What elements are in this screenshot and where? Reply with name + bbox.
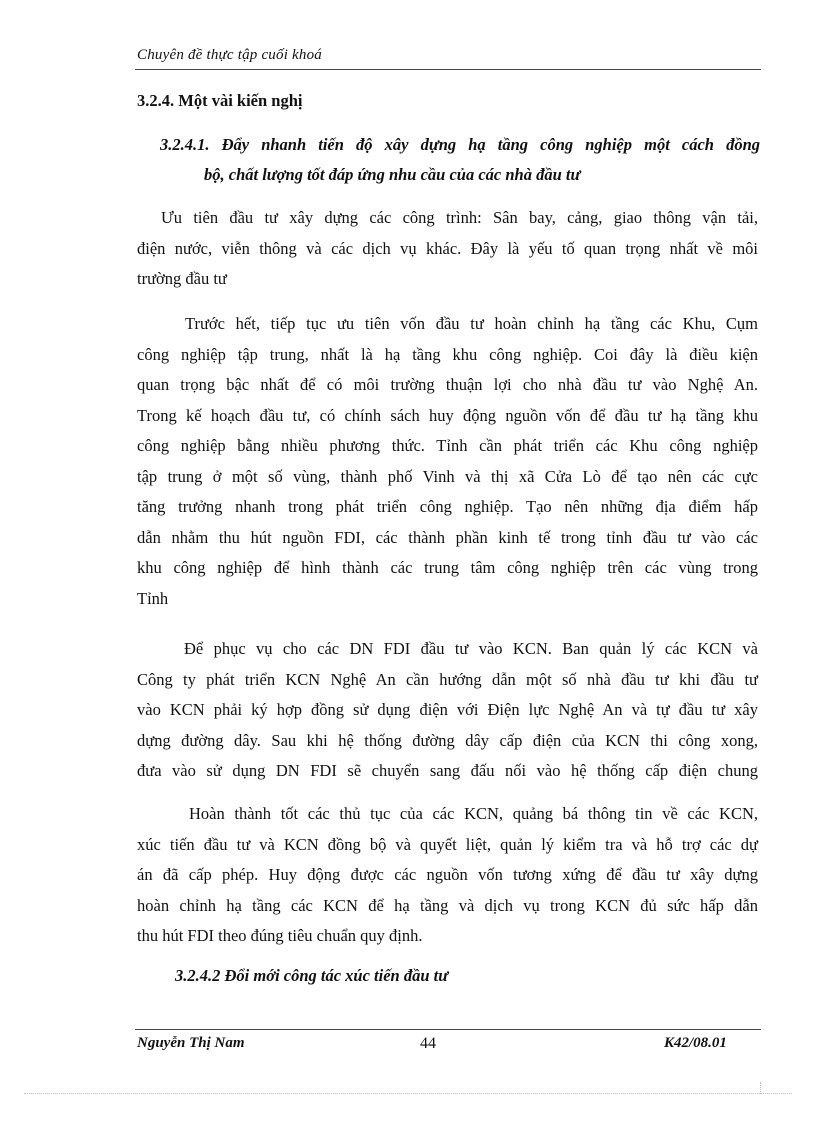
paragraph-line: đưa vào sử dụng DN FDI sẽ chuyển sang đấu nối vào hệ thống cấp điện chung	[137, 761, 758, 780]
paragraph-line: điện nước, viễn thông và các dịch vụ khác. Đây là yếu tố quan trọng nhất về môi	[137, 238, 758, 258]
paragraph-line: án đã cấp phép. Huy động được các nguồn vốn tương xứng để đầu tư xây dựng	[137, 865, 758, 884]
paragraph-line: Hoàn thành tốt các thủ tục của các KCN, quảng bá thông tin về các KCN,	[189, 804, 758, 823]
paragraph-line: xúc tiến đầu tư và KCN đồng bộ và quyết liệt, quản lý kiểm tra và hỗ trợ các dự	[137, 834, 758, 854]
paragraph-line: Để phục vụ cho các DN FDI đầu tư vào KCN. Ban quản lý các KCN và	[184, 639, 758, 658]
paragraph-line: thu hút FDI theo đúng tiêu chuẩn quy định.	[137, 926, 423, 945]
footer-class-code: K42/08.01	[664, 1035, 727, 1051]
paragraph-4	[137, 799, 758, 952]
subsection-heading	[160, 130, 760, 190]
subsection-heading-line-2: bộ, chất lượng tốt đáp ứng nhu cầu của các nhà đầu tư	[204, 165, 581, 184]
paragraph-line: khu công nghiệp để hình thành các trung tâm công nghiệp trên các vùng trong	[137, 558, 758, 577]
paragraph-line: công nghiệp bằng nhiều phương thức. Tỉnh cần phát triển các Khu công nghiệp	[137, 436, 758, 455]
subsection-heading-line-1: 3.2.4.1. Đẩy nhanh tiến độ xây dựng hạ tầng công nghiệp một cách đồng	[160, 135, 760, 154]
paragraph-line: dẫn nhằm thu hút nguồn FDI, các thành phần kinh tế trong tỉnh đầu tư vào các	[137, 527, 758, 547]
paragraph-2	[137, 309, 758, 614]
section-heading: 3.2.4. Một vài kiến nghị	[137, 91, 303, 110]
paragraph-line: quan trọng bậc nhất để có môi trường thuận lợi cho nhà đầu tư vào Nghệ An.	[137, 375, 758, 394]
paragraph-line: tập trung ở một số vùng, thành phố Vinh và thị xã Cửa Lò để tạo nên các cực	[137, 466, 758, 486]
paragraph-line: tăng trưởng nhanh trong phát triển công nghiệp. Tạo nên những địa điểm hấp	[137, 497, 758, 516]
paragraph-line: Trước hết, tiếp tục ưu tiên vốn đầu tư hoàn chỉnh hạ tầng các Khu, Cụm	[185, 314, 758, 333]
paragraph-line: vào KCN phải ký hợp đồng sử dụng điện với Điện lực Nghệ An và tự đầu tư xây	[137, 700, 758, 719]
running-header-title: Chuyên đề thực tập cuối khoá	[137, 47, 322, 63]
paragraph-1	[137, 203, 758, 295]
footer-author: Nguyễn Thị Nam	[137, 1035, 245, 1051]
paragraph-line: Trong kế hoạch đầu tư, có chính sách huy động nguồn vốn để đầu tư hạ tầng khu	[137, 405, 758, 425]
footer-divider	[135, 1029, 761, 1030]
paragraph-line: Ưu tiên đầu tư xây dựng các công trình: Sân bay, cảng, giao thông vận tải,	[161, 208, 758, 227]
paragraph-line: công nghiệp tập trung, nhất là hạ tầng khu công nghiệp. Coi đây là điều kiện	[137, 344, 758, 364]
paragraph-line: Công ty phát triển KCN Nghệ An cần hướng dẫn một số nhà đầu tư khi đầu tư	[137, 669, 758, 689]
subsection-heading-2: 3.2.4.2 Đổi mới công tác xúc tiến đầu tư	[175, 966, 449, 985]
page-corner-mark	[760, 1082, 791, 1094]
paragraph-3	[137, 634, 758, 787]
paragraph-line: hoàn chỉnh hạ tầng các KCN để hạ tầng và dịch vụ trong KCN đủ sức hấp dẫn	[137, 895, 758, 915]
paragraph-line: trường đầu tư	[137, 269, 227, 288]
page-edge-dotted-line	[24, 1093, 792, 1094]
page-number: 44	[420, 1035, 436, 1052]
header-divider	[135, 69, 761, 70]
paragraph-line: dựng đường dây. Sau khi hệ thống đường dây cấp điện của KCN thi công xong,	[137, 730, 758, 750]
paragraph-line: Tỉnh	[137, 588, 169, 608]
